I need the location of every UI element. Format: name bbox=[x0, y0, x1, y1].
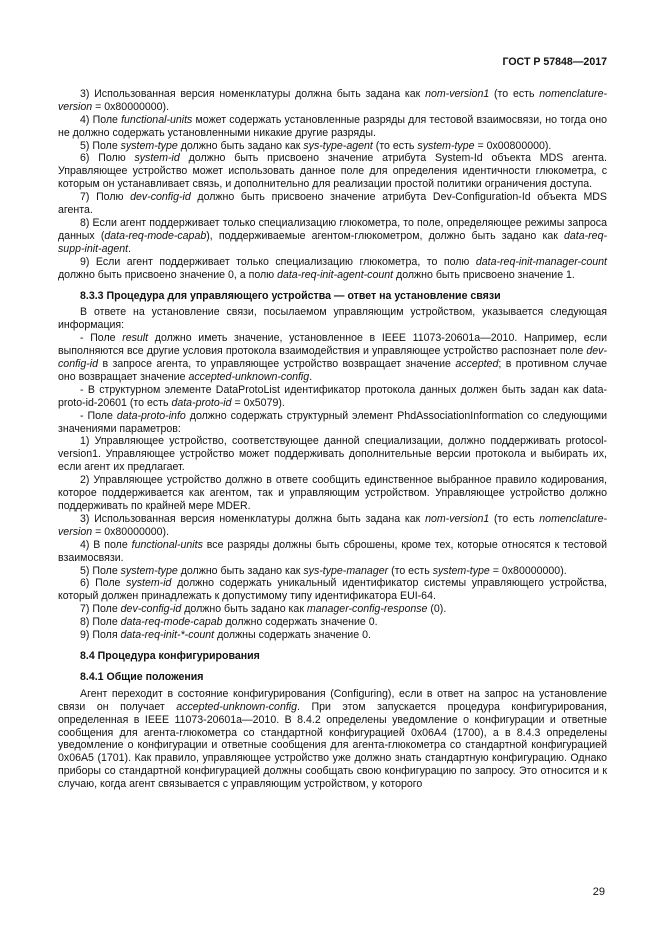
text-run: = 0x5079). bbox=[231, 396, 285, 409]
text-run: (0). bbox=[427, 603, 447, 616]
section-heading bbox=[58, 650, 607, 663]
text-run: должно быть задано как bbox=[177, 139, 304, 152]
text-run: Агент переходит в состояние конфигурирования (Configuring), если в ответ на запрос на установление связи он получает bbox=[58, 687, 607, 713]
term-italic: nom-version1 bbox=[425, 512, 490, 525]
term-italic: data-req-init-agent-count bbox=[277, 268, 394, 281]
paragraph bbox=[58, 88, 607, 114]
term-italic: data-req-supp-init-agent bbox=[58, 229, 607, 255]
paragraph bbox=[58, 410, 607, 436]
term-italic: system-id bbox=[126, 577, 172, 590]
text-run: - Поле bbox=[80, 332, 123, 345]
paragraph bbox=[58, 384, 607, 410]
text-run: 2) Управляющее устройство должно в ответе сообщить единственное выбранное правило кодирования, которое поддерживается как агентом, так и управляющим устройством. Управляющее устройство должно поддерживать по крайней мере MDER. bbox=[58, 474, 607, 512]
paragraph bbox=[58, 474, 607, 513]
text-run: 4) Поле bbox=[80, 113, 122, 126]
term-italic: system-type bbox=[417, 139, 475, 152]
text-run: все разряды должны быть сброшены, кроме тех, которые относятся к тестовой взаимосвязи. bbox=[58, 538, 607, 564]
text-run: = 0x80000000). bbox=[489, 564, 567, 577]
paragraph bbox=[58, 539, 607, 565]
term-italic: data-req-mode-capab bbox=[104, 229, 207, 242]
text-run: должно быть присвоено значение атрибута Dev-Configuration-Id объекта MDS агента. bbox=[58, 191, 607, 217]
text-run: должно быть задано как bbox=[177, 564, 304, 577]
paragraph bbox=[58, 616, 607, 629]
term-italic: result bbox=[122, 332, 149, 345]
text-run: должно содержать структурный элемент PhdAssociationInformation со следующими значениями параметров: bbox=[58, 409, 607, 435]
text-run: . bbox=[128, 242, 132, 255]
text-run: должно иметь значение, установленное в IEEE 11073-20601a—2010. Например, если выполняются все другие условия протокола взаимодействия и управляющее устройство распознает поле bbox=[58, 332, 607, 358]
term-italic: nomenclature-version bbox=[58, 87, 607, 113]
paragraph bbox=[58, 306, 607, 332]
term-italic: dev-config-id bbox=[120, 603, 182, 616]
text-run: должно быть присвоено значение 1. bbox=[393, 268, 575, 281]
term-italic: accepted bbox=[455, 358, 499, 371]
paragraph bbox=[58, 435, 607, 474]
text-run: В ответе на установление связи, посылаемом управляющим устройством, указывается следующая информация: bbox=[58, 306, 607, 332]
text-run: 7) Полю bbox=[80, 191, 131, 204]
paragraph bbox=[58, 603, 607, 616]
term-italic: dev-config-id bbox=[58, 345, 607, 371]
text-run: 6) Полю bbox=[80, 152, 135, 165]
text-run: 9) Если агент поддерживает только специализацию глюкометра, то полю bbox=[80, 255, 476, 268]
paragraph bbox=[58, 513, 607, 539]
term-italic: functional-units bbox=[131, 538, 203, 551]
text-run: 3) Использованная версия номенклатуры должна быть задана как bbox=[80, 87, 426, 100]
text-run: . При этом запускается процедура конфигурирования, определенная в IEEE 11073-20601a—2010. В 8.4.2 определены уведомление о конфигурации и ответные сообщения для агента-глюкометра со стандартной конфигурацией 0x06A4 (1700), а в 8.4.3 определены уведомление о конфигурации и ответные сообщения для агента-глюкометра со стандартной конфигурацией 0x06A5 (1701). Как правило, управляющее устройство уже должно знать стандартную конфигурацию. Однако приборы со стандартной конфигурацией должны сообщать свою конфигурацию по запросу. Это относится и к случаю, когда агент связывается с управляющим устройством, у которого bbox=[58, 700, 607, 791]
term-italic: system-type bbox=[120, 564, 178, 577]
text-run: должно быть присвоено значение атрибута System-Id объекта MDS агента. Управляющее устройство может использовать данное поле для определения идентичности глюкометра, с которым он устанавливает связь, и дополнительно для реализации простой политики ограничения доступа. bbox=[58, 152, 607, 191]
text-run: - В структурном элементе DataProtoList идентификатор протокола данных должен быть задан как data-proto-id-20601 (то есть bbox=[58, 383, 607, 409]
term-italic: system-type bbox=[432, 564, 490, 577]
term-italic: data-req-mode-capab bbox=[120, 616, 223, 629]
term-italic: nomenclature-version bbox=[58, 512, 607, 538]
text-run: 8) Если агент поддерживает только специализацию глюкометра, то поле, определяющее режимы запроса данных ( bbox=[58, 216, 607, 242]
document-number: ГОСТ Р 57848—2017 bbox=[502, 56, 607, 68]
paragraph bbox=[58, 152, 607, 191]
term-italic: data-proto-info bbox=[116, 409, 186, 422]
term-italic: system-type bbox=[120, 139, 178, 152]
text-run: (то есть bbox=[388, 564, 433, 577]
section-heading bbox=[58, 671, 607, 684]
term-italic: data-proto-id bbox=[171, 396, 232, 409]
text-run: должно быть задано как bbox=[181, 603, 307, 616]
text-run: = 0x00800000). bbox=[474, 139, 552, 152]
text-run: 4) В поле bbox=[80, 538, 132, 551]
text-run: = 0x80000000). bbox=[92, 525, 170, 538]
text-run: (то есть bbox=[489, 512, 540, 525]
text-run: (то есть bbox=[489, 87, 540, 100]
paragraph bbox=[58, 332, 607, 384]
text-run: = 0x80000000). bbox=[92, 100, 170, 113]
term-italic: nom-version1 bbox=[425, 87, 490, 100]
text-run: 5) Поле bbox=[80, 564, 121, 577]
paragraph bbox=[58, 140, 607, 153]
section-heading bbox=[58, 290, 607, 303]
text-run: должно быть присвоено значение 0, а полю bbox=[58, 268, 278, 281]
text-run: 8.4 Процедура конфигурирования bbox=[80, 649, 260, 662]
text-run: (то есть bbox=[372, 139, 418, 152]
term-italic: sys-type-agent bbox=[303, 139, 373, 152]
text-run: 1) Управляющее устройство, соответствующее данной специализации, должно поддерживать protocol-version1. Управляющее устройство может поддерживать дополнительные версии протокола и выбирать их, если агент их предлагает. bbox=[58, 435, 607, 474]
text-run: . bbox=[309, 370, 313, 383]
text-run: 8) Поле bbox=[80, 616, 121, 629]
document-body bbox=[58, 88, 607, 791]
paragraph bbox=[58, 114, 607, 140]
text-run: должно содержать уникальный идентификатор системы управляющего устройства, который должен принадлежать к допустимому типу идентификатора EUI-64. bbox=[58, 577, 608, 603]
text-run: может содержать установленные разряды для тестовой взаимосвязи, но тогда оно не должно содержать установленными никакие другие разряды. bbox=[58, 113, 608, 139]
term-italic: accepted-unknown-config bbox=[176, 700, 298, 713]
text-run: 8.3.3 Процедура для управляющего устройства — ответ на установление связи bbox=[80, 289, 501, 302]
text-run: ; в противном случае оно возвращает значение bbox=[58, 358, 607, 383]
text-run: 9) Поля bbox=[80, 629, 121, 642]
text-run: должны содержать значение 0. bbox=[214, 629, 371, 642]
page-number: 29 bbox=[592, 886, 605, 899]
text-run: 3) Использованная версия номенклатуры должна быть задана как bbox=[80, 512, 426, 525]
text-run: 5) Поле bbox=[80, 139, 121, 152]
paragraph bbox=[58, 191, 607, 217]
term-italic: sys-type-manager bbox=[303, 564, 389, 577]
text-run: 6) Поле bbox=[80, 577, 127, 590]
paragraph bbox=[58, 256, 607, 282]
term-italic: system-id bbox=[134, 152, 180, 165]
paragraph bbox=[58, 629, 607, 642]
term-italic: accepted-unknown-config bbox=[188, 370, 310, 383]
text-run: должно содержать значение 0. bbox=[222, 616, 378, 629]
paragraph bbox=[58, 688, 607, 791]
term-italic: data-req-init-*-count bbox=[120, 629, 215, 642]
text-run: 7) Поле bbox=[80, 603, 121, 616]
text-run: 8.4.1 Общие положения bbox=[80, 670, 204, 683]
paragraph bbox=[58, 577, 607, 603]
text-run: - Поле bbox=[80, 409, 117, 422]
term-italic: data-req-init-manager-count bbox=[475, 255, 607, 268]
paragraph bbox=[58, 565, 607, 578]
term-italic: dev-config-id bbox=[130, 191, 191, 204]
text-run: ), поддерживаемые агентом-глюкометром, должно быть задано как bbox=[206, 229, 564, 242]
paragraph bbox=[58, 217, 607, 256]
term-italic: functional-units bbox=[121, 113, 193, 126]
text-run: в запросе агента, то управляющее устройство возвращает значение bbox=[98, 358, 456, 371]
term-italic: manager-config-response bbox=[306, 603, 428, 616]
